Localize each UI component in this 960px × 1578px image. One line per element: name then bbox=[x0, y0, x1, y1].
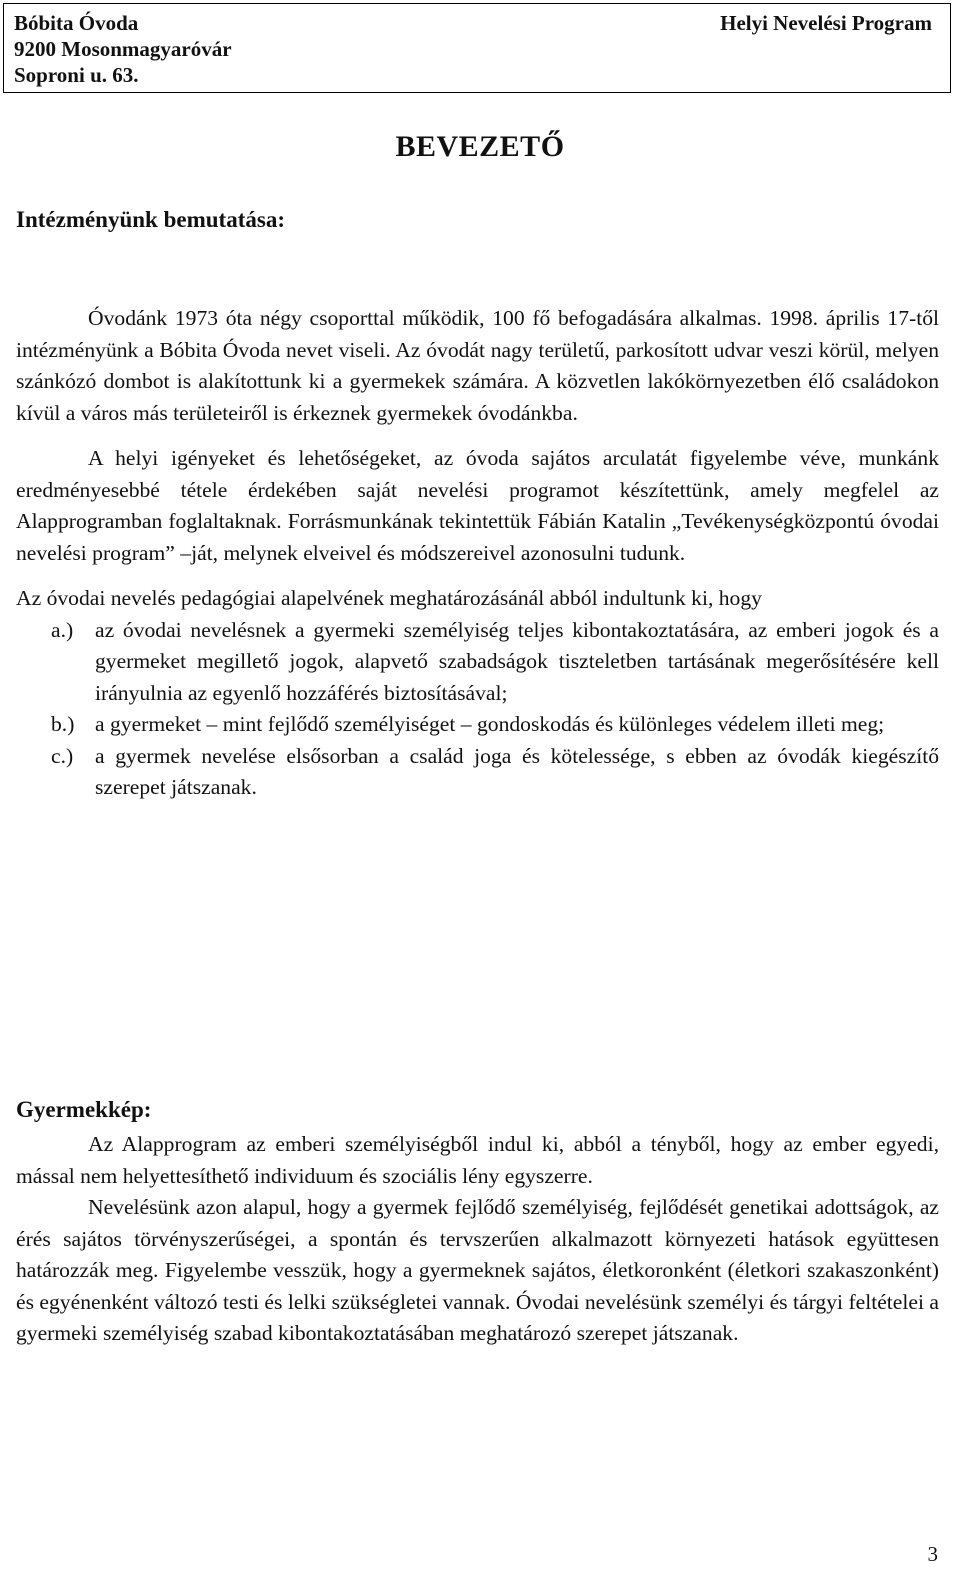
page-header bbox=[3, 3, 951, 93]
list-marker: b.) bbox=[51, 712, 75, 736]
section-child-image-body bbox=[16, 1129, 939, 1350]
document-name: Helyi Nevelési Program bbox=[720, 11, 932, 35]
section-heading-institution: Intézményünk bemutatása: bbox=[16, 207, 285, 232]
page-title: BEVEZETŐ bbox=[395, 130, 565, 163]
paragraph: Óvodánk 1973 óta négy csoporttal működik, 100 fő befogadására alkalmas. 1998. április 17-től intézményünk a Bóbita Óvoda nevet viseli. Az óvodát nagy területű, parkosított udvar veszi körül, melyen szánkózó dombot is alakítottunk ki a gyermekek számára. A közvetlen lakókörnyezetben élő családokon kívül a város más területeiről is érkeznek gyermekek óvodánkba. bbox=[16, 306, 939, 425]
list-item bbox=[16, 615, 939, 710]
paragraph: Az Alapprogram az emberi személyiségből indul ki, abból a tényből, hogy az ember egyedi, mással nem helyettesíthető individuum és szociális lény egyszerre. bbox=[16, 1132, 939, 1188]
institution-street: Soproni u. 63. bbox=[14, 63, 139, 87]
institution-name: Bóbita Óvoda bbox=[14, 11, 139, 35]
paragraph: Nevelésünk azon alapul, hogy a gyermek fejlődő személyiség, fejlődését genetikai adottságok, az érés sajátos törvényszerűségei, a spontán és tervszerűen alkalmazott környezeti hatások együttesen határozzák meg. Figyelembe vesszük, hogy a gyermeknek sajátos, életkoronként (életkori szakaszonként) és egyénenként változó testi és lelki szükségletei vannak. Óvodai nevelésünk személyi és tárgyi feltételei a gyermeki személyiség szabad kibontakoztatásában meghatározó szerepet játszanak. bbox=[16, 1195, 939, 1345]
section-institution-body bbox=[16, 303, 939, 804]
section-heading-child-image: Gyermekkép: bbox=[16, 1097, 152, 1122]
institution-city: 9200 Mosonmagyaróvár bbox=[14, 37, 232, 61]
list-item-text: a gyermeket – mint fejlődő személyiséget – gondoskodás és különleges védelem illeti meg; bbox=[95, 712, 885, 736]
list-item bbox=[16, 709, 939, 741]
paragraph: A helyi igényeket és lehetőségeket, az óvoda sajátos arculatát figyelembe véve, munkánk eredményesebbé tétele érdekében saját nevelési programot készítettünk, amely megfelel az Alapprogramban foglaltaknak. Forrásmunkának tekintettük Fábián Katalin „Tevékenységközpontú óvodai nevelési program” –ját, melynek elveivel és módszereivel azonosulni tudunk. bbox=[16, 446, 939, 565]
institution-address bbox=[14, 10, 232, 88]
list-item-text: az óvodai nevelésnek a gyermeki személyiség teljes kibontakoztatására, az emberi jogok és a gyermeket megillető jogok, alapvető szabadságok tiszteletben tartásának megerősítésére kell irányulnia az egyenlő hozzáférés biztosításával; bbox=[95, 617, 939, 705]
page-number: 3 bbox=[927, 1542, 938, 1566]
list-marker: a.) bbox=[51, 617, 74, 642]
list-marker: c.) bbox=[51, 743, 74, 768]
paragraph: Az óvodai nevelés pedagógiai alapelvének meghatározásánál abból indultunk ki, hogy bbox=[16, 586, 762, 610]
list-item-text: a gyermek nevelése elsősorban a család joga és kötelessége, s ebben az óvodák kiegészítő szerepet játszanak. bbox=[95, 743, 939, 799]
list-item bbox=[16, 741, 939, 804]
